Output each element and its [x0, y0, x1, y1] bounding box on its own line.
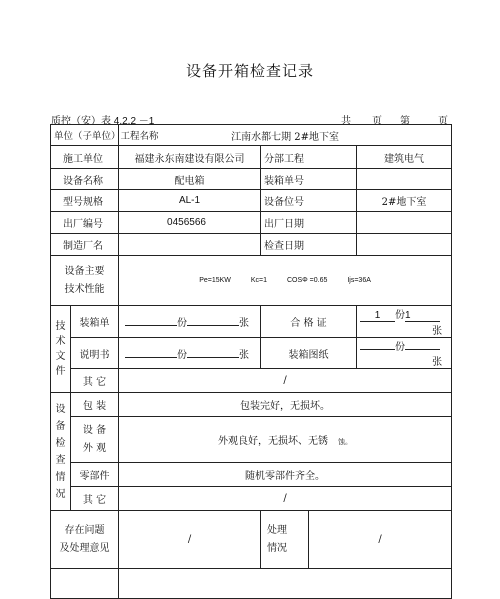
inspection-group-label [51, 393, 71, 511]
certificate-fen: 份 [395, 310, 406, 321]
row-parts [51, 463, 452, 487]
tech-docs-char-1: 技 [55, 321, 66, 332]
subproject-value: 建筑电气 [357, 146, 452, 169]
pager-page-label: 页 [372, 116, 382, 127]
constructor-label: 施工单位 [51, 146, 119, 169]
appearance-tail: 蚀。 [338, 438, 353, 446]
packing-list-copies-blank [125, 314, 177, 326]
tech-docs-char-2: 术 [55, 336, 66, 347]
inspection-char-2: 备 [55, 420, 66, 432]
manual-label: 说明书 [71, 338, 119, 369]
bottom-blank-left [51, 569, 119, 599]
issues-label-line2: 及处理意见 [59, 542, 110, 554]
inspection-char-6: 况 [55, 488, 66, 500]
tech-docs-char-4: 件 [55, 366, 66, 377]
position-value: 2#地下室 [357, 190, 452, 212]
check-date-label: 检查日期 [261, 234, 357, 256]
inspection-char-1: 设 [55, 403, 66, 415]
handling-value: / [309, 511, 452, 569]
drawings-count [357, 338, 452, 369]
pager-total-label: 共 [341, 116, 351, 127]
packing-list-sheets-blank [187, 314, 239, 326]
appearance-text: 外观良好，无损坏、无锈 [218, 436, 329, 447]
packing-list-fen: 份 [177, 318, 188, 329]
certificate-label: 合 格 证 [261, 306, 357, 338]
issues-label-line1: 存在问题 [64, 524, 105, 536]
certificate-copies: 1 [360, 310, 395, 322]
handling-label-line2: 情况 [267, 542, 288, 554]
row-appearance [51, 417, 452, 463]
tech-spec-values [119, 256, 452, 306]
row-packing-list [51, 306, 452, 338]
position-label: 设备位号 [261, 190, 357, 212]
parts-label: 零部件 [71, 463, 119, 487]
drawings-copies-blank [360, 338, 395, 350]
spec-current: Ijs=36A [347, 277, 371, 284]
row-manufacturer [51, 234, 452, 256]
production-date-value [357, 212, 452, 234]
handling-label [261, 511, 309, 569]
production-date-label: 出厂日期 [261, 212, 357, 234]
row-tech-spec [51, 256, 452, 306]
manual-sheets-blank [187, 346, 239, 358]
model-value: AL-1 [119, 190, 261, 212]
serial-value: 0456566 [119, 212, 261, 234]
parts-value: 随机零部件齐全。 [119, 463, 452, 487]
row-project [51, 125, 452, 146]
certificate-count [357, 306, 452, 338]
manual-copies-blank [125, 346, 177, 358]
project-name-value: 江南水都七期 2#地下室 [119, 125, 452, 146]
tech-docs-group-label [51, 306, 71, 393]
tech-docs-char-3: 文 [55, 351, 66, 362]
row-equipment-name [51, 169, 452, 190]
inspection-form-table [50, 124, 452, 599]
appearance-label [71, 417, 119, 463]
tech-spec-label-line1: 设备主要 [64, 265, 105, 277]
equipment-name-label: 设备名称 [51, 169, 119, 190]
tech-spec-label-line2: 技术性能 [64, 283, 105, 295]
appearance-value [119, 417, 452, 463]
drawings-label: 装箱图纸 [261, 338, 357, 369]
row-tech-other [51, 369, 452, 393]
spec-power-factor: COSΦ =0.65 [286, 277, 328, 284]
manufacturer-label: 制造厂名 [51, 234, 119, 256]
manufacturer-value [119, 234, 261, 256]
manual-fen: 份 [177, 349, 188, 361]
packing-list-zhang: 张 [239, 318, 250, 329]
packing-no-label: 装箱单号 [261, 169, 357, 190]
drawings-fen: 份 [395, 342, 406, 353]
manual-count [119, 338, 261, 369]
packing-no-value [357, 169, 452, 190]
pager-no-label: 第 [400, 116, 410, 127]
form-reference: 质控（安）表 4.2.2 －1 [51, 116, 155, 127]
spec-demand-factor: Kc=1 [250, 277, 268, 284]
equipment-name-value: 配电箱 [119, 169, 261, 190]
drawings-zhang: 张 [432, 357, 443, 368]
row-model [51, 190, 452, 212]
packing-list-count [119, 306, 261, 338]
inspection-char-5: 情 [55, 471, 66, 483]
tech-other-value: / [119, 369, 452, 393]
project-name-label: 单位（子单位）工程名称 [51, 125, 119, 146]
handling-label-line1: 处理 [267, 524, 288, 536]
inspection-other-label: 其 它 [71, 487, 119, 511]
tech-other-label: 其 它 [71, 369, 119, 393]
packaging-label: 包 装 [71, 393, 119, 417]
subproject-label: 分部工程 [261, 146, 357, 169]
appearance-label-line2: 外 观 [82, 442, 107, 454]
row-serial [51, 212, 452, 234]
pager-page-label-2: 页 [438, 116, 448, 127]
packing-list-label: 装箱单 [71, 306, 119, 338]
document-title: 设备开箱检查记录 [185, 62, 314, 80]
check-date-value [357, 234, 452, 256]
drawings-sheets-blank [405, 338, 440, 350]
row-bottom-blank [51, 569, 452, 599]
inspection-char-3: 检 [55, 437, 66, 449]
row-inspection-other [51, 487, 452, 511]
spec-power: Pe=15KW [199, 277, 231, 284]
manual-zhang: 张 [239, 349, 250, 361]
issues-label [51, 511, 119, 569]
bottom-blank-right [119, 569, 452, 599]
appearance-label-line1: 设 备 [82, 424, 107, 436]
inspection-char-4: 查 [55, 454, 66, 466]
packaging-value: 包装完好，无损坏。 [119, 393, 452, 417]
issues-value: / [119, 511, 261, 569]
certificate-sheets: 1 [405, 310, 440, 322]
row-issues [51, 511, 452, 569]
serial-label: 出厂编号 [51, 212, 119, 234]
row-manual [51, 338, 452, 369]
inspection-other-value: / [119, 487, 452, 511]
tech-spec-label [51, 256, 119, 306]
constructor-value: 福建永东南建设有限公司 [119, 146, 261, 169]
row-constructor [51, 146, 452, 169]
model-label: 型号规格 [51, 190, 119, 212]
certificate-zhang: 张 [432, 326, 443, 337]
row-packaging [51, 393, 452, 417]
